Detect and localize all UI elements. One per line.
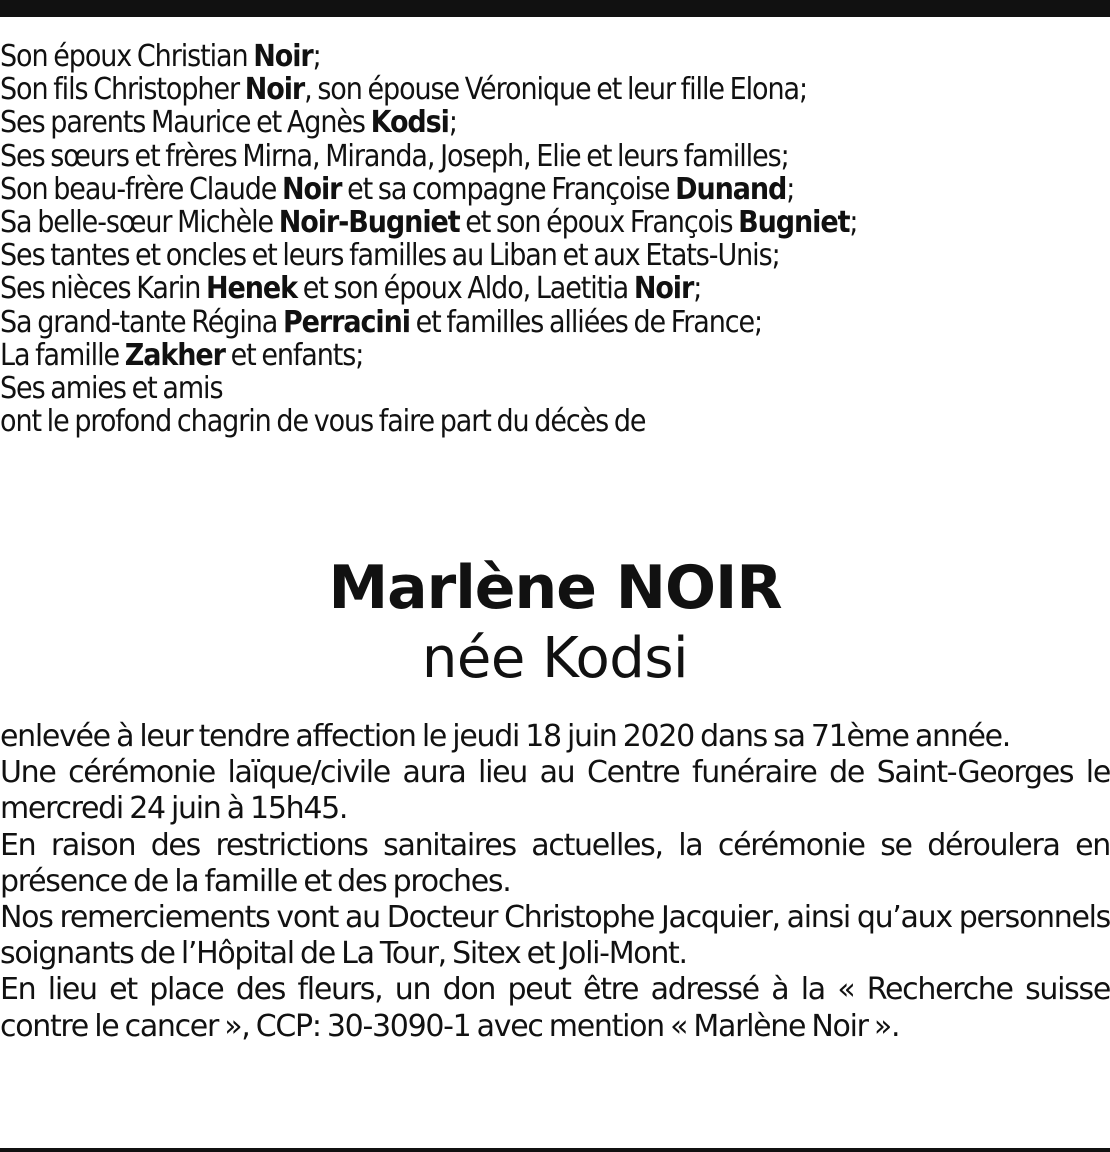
family-line: Sa belle-sœur Michèle Noir-Bugniet et son époux François Bugniet; [0,204,858,240]
announcement-paragraph: Une cérémonie laïque/civile aura lieu au Centre funéraire de Saint-Georges le mercredi 24 juin à 15h45. [0,755,1110,827]
family-line: Ses nièces Karin Henek et son époux Aldo, Laetitia Noir; [0,271,702,307]
family-line: Sa grand-tante Régina Perracini et familles alliées de France; [0,304,763,340]
family-line: La famille Zakher et enfants; [0,337,364,373]
announcement-text [0,719,1110,1045]
announcement-paragraph: En lieu et place des fleurs, un don peut être adressé à la « Recherche suisse contre le cancer », CCP: 30-3090-1 avec mention « Marlène Noir ». [0,972,1110,1044]
family-line: Ses parents Maurice et Agnès Kodsi; [0,105,457,141]
family-line: Ses tantes et oncles et leurs familles au Liban et aux Etats-Unis; [0,238,780,274]
announcement-paragraph: enlevée à leur tendre affection le jeudi 18 juin 2020 dans sa 71ème année. [0,719,1011,754]
announcement-paragraph: Nos remerciements vont au Docteur Christophe Jacquier, ainsi qu’aux personnels soignants de l’Hôpital de La Tour, Sitex et Joli-Mont. [0,900,1110,972]
family-list [0,40,1110,438]
family-line: Ses sœurs et frères Mirna, Miranda, Joseph, Elie et leurs familles; [0,138,789,174]
family-line: ont le profond chagrin de vous faire part du décès de [0,404,646,440]
family-line: Ses amies et amis [0,370,223,406]
announcement-paragraph: En raison des restrictions sanitaires actuelles, la cérémonie se déroulera en présence de la famille et des proches. [0,827,1110,899]
deceased-name: Marlène NOIR [328,553,782,623]
bottom-border-rule [0,1148,1110,1152]
family-line: Son époux Christian Noir; [0,39,321,74]
top-border-rule [0,0,1110,17]
deceased-name-block [0,552,1110,694]
maiden-name: née Kodsi [421,626,689,691]
family-line: Son fils Christopher Noir, son épouse Véronique et leur fille Elona; [0,72,807,108]
family-line: Son beau-frère Claude Noir et sa compagne Françoise Dunand; [0,171,795,207]
